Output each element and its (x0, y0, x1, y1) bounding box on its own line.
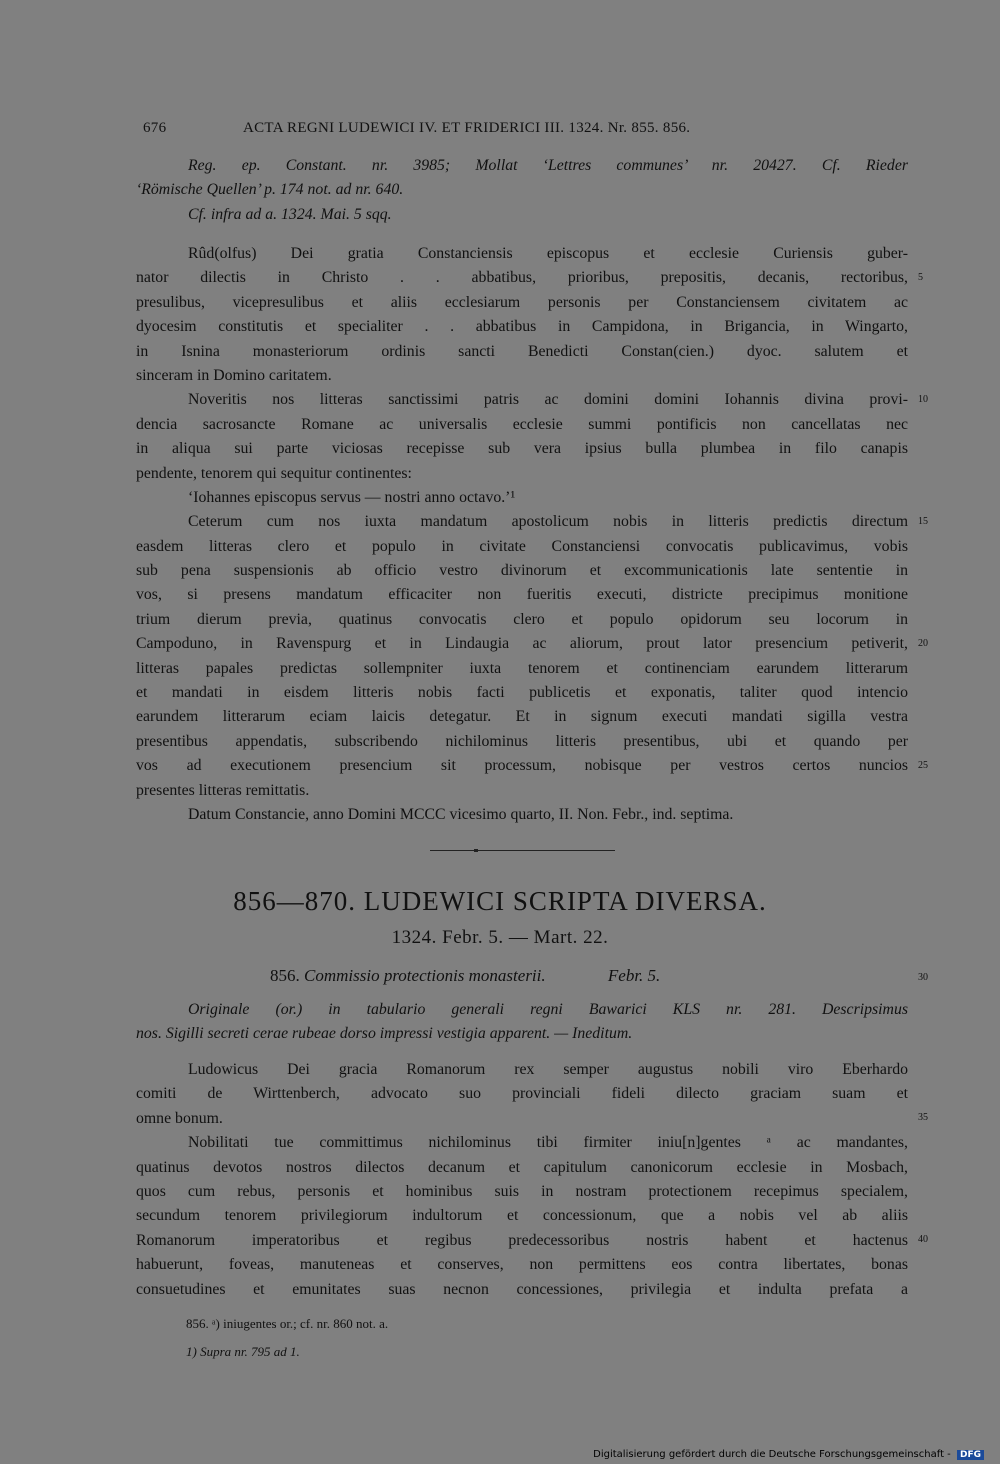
text-line: dencia sacrosancte Romane ac universalis ecclesie summi pontificis non cancellatas nec (136, 415, 908, 433)
text-line: ‘Römische Quellen’ p. 174 not. ad nr. 640. (136, 181, 404, 199)
document-number: 856. (270, 966, 300, 985)
footnote-1: 1) Supra nr. 795 ad 1. (186, 1344, 300, 1359)
source-description (136, 998, 908, 1047)
text-line: Datum Constancie, anno Domini MCCC vicesimo quarto, II. Non. Febr., ind. septima. (188, 805, 734, 823)
text-line: Originale (or.) in tabulario generali regni Bawarici KLS nr. 281. Descripsimus (188, 1001, 908, 1018)
text-line: dyocesim constitutis et specialiter . . abbatibus in Campidona, in Brigancia, in Wingarto, (136, 318, 908, 336)
text-line: Ceterum cum nos iuxta mandatum apostolicum nobis in litteris predictis directum (188, 513, 908, 531)
running-header (143, 120, 908, 140)
document-title: Commissio protectionis monasterii. (304, 966, 546, 985)
margin-line-number: 5 (918, 272, 923, 283)
text-line: Reg. ep. Constant. nr. 3985; Mollat ‘Lettres communes’ nr. 20427. Cf. Rieder (188, 157, 908, 174)
text-line: pendente, tenorem qui sequitur continentes: (136, 464, 412, 482)
dfg-logo: DFG (957, 1450, 984, 1460)
text-line: vos, si presens mandatum efficaciter non fueritis executi, districte precipimus monitione (136, 586, 908, 604)
footnote-a: 856. ᵃ) iniugentes or.; cf. nr. 860 not. a. (186, 1316, 389, 1331)
margin-line-number: 40 (918, 1234, 928, 1245)
text-line: consuetudines et emunitates suas necnon concessiones, privilegia et indulta prefata a (136, 1280, 908, 1298)
text-line: nos. Sigilli secreti cerae rubeae dorso impressi vestigia apparent. — Ineditum. (136, 1025, 633, 1043)
credit-text: Digitalisierung gefördert durch die Deutsche Forschungsgemeinschaft - (593, 1449, 951, 1460)
text-line: Cf. infra ad a. 1324. Mai. 5 sqq. (188, 205, 392, 223)
text-line: nator dilectis in Christo . . abbatibus, prioribus, prepositis, decanis, rectoribus, (136, 269, 908, 287)
text-line: omne bonum. (136, 1109, 223, 1127)
text-line: et mandati in eisdem litteris nobis facti publicetis et exponatis, taliter quod intencio (136, 684, 908, 702)
section-title: 856—870. LUDEWICI SCRIPTA DIVERSA. (233, 886, 767, 916)
text-line: easdem litteras clero et populo in civitate Constanciensi convocatis publicavimus, vobis (136, 537, 908, 555)
text-line: habuerunt, foveas, manuteneas et conserves, non permittens eos contra libertates, bonas (136, 1256, 908, 1274)
section-separator (430, 850, 615, 851)
margin-line-number: 10 (918, 394, 928, 405)
text-line: presulibus, vicepresulibus et aliis ecclesiarum personis per Constanciensem civitatem ac (136, 293, 908, 311)
text-line: trium dierum previa, quatinus convocatis clero et populo opidorum seu locorum in (136, 610, 908, 628)
text-line: Rûd(olfus) Dei gratia Constanciensis episcopus et ecclesie Curiensis guber- (188, 245, 908, 262)
funding-credit (593, 1449, 984, 1460)
text-line: sub pena suspensionis ab officio vestro divinorum et excommunicationis late sententie in (136, 562, 908, 580)
reference-block (136, 154, 908, 227)
text-line: quatinus devotos nostros dilectos decanum et capitulum canonicorum ecclesie in Mosbach, (136, 1158, 908, 1176)
text-line: Campoduno, in Ravenspurg et in Lindaugia ac aliorum, prout lator presencium petiverit, (136, 635, 908, 653)
section-date-range: 1324. Febr. 5. — Mart. 22. (391, 927, 609, 948)
text-line: in Isnina monasteriorum ordinis sancti Benedicti Constan(cien.) dyoc. salutem et (136, 342, 908, 360)
text-line: comiti de Wirttenberch, advocato suo provinciali fideli dilecto graciam suam et (136, 1085, 908, 1103)
page-number: 676 (143, 120, 167, 136)
text-line: sinceram in Domino caritatem. (136, 366, 332, 384)
text-line: quos cum rebus, personis et hominibus suis in nostram protectionem recepimus specialem, (136, 1182, 908, 1200)
running-title: ACTA REGNI LUDEWICI IV. ET FRIDERICI III. 1324. Nr. 855. 856. (243, 120, 691, 136)
margin-line-number: 35 (918, 1112, 928, 1123)
margin-line-number: 20 (918, 638, 928, 649)
margin-line-number: 25 (918, 760, 928, 771)
document-856-text (136, 1058, 928, 1302)
document-855-text (136, 242, 928, 827)
text-line: Nobilitati tue committimus nichilominus tibi firmiter iniu[n]gentes ᵃ ac mandantes, (188, 1134, 908, 1152)
text-line: Ludowicus Dei gracia Romanorum rex semper augustus nobili viro Eberhardo (188, 1061, 908, 1078)
text-line: Noveritis nos litteras sanctissimi patris ac domini domini Iohannis divina provi- (188, 391, 908, 409)
document-date: Febr. 5. (607, 966, 661, 985)
text-line: ‘Iohannes episcopus servus — nostri anno octavo.’¹ (188, 488, 516, 506)
text-line: presentes litteras remittatis. (136, 781, 310, 799)
text-line: vos ad executionem presencium sit processum, nobisque per vestros certos nuncios (136, 757, 908, 775)
text-line: in aliqua sui parte viciosas recepisse sub vera ipsius bulla plumbea in filo canapis (136, 440, 908, 458)
text-line: earundem litterarum eciam laicis detegatur. Et in signum executi mandati sigilla vestra (136, 708, 908, 726)
document-856-heading (270, 966, 660, 986)
text-line: litteras papales predictas sollempniter iuxta tenorem et continenciam earundem litterarum (136, 659, 908, 677)
text-line: presentibus appendatis, subscribendo nichilominus litteris presentibus, ubi et quando per (136, 732, 908, 750)
text-line: Romanorum imperatoribus et regibus predecessoribus nostris habent et hactenus (136, 1231, 908, 1249)
text-line: secundum tenorem privilegiorum indultorum et concessionum, que a nobis vel ab aliis (136, 1207, 908, 1225)
margin-line-number: 15 (918, 516, 928, 527)
margin-line-number: 30 (918, 972, 928, 983)
